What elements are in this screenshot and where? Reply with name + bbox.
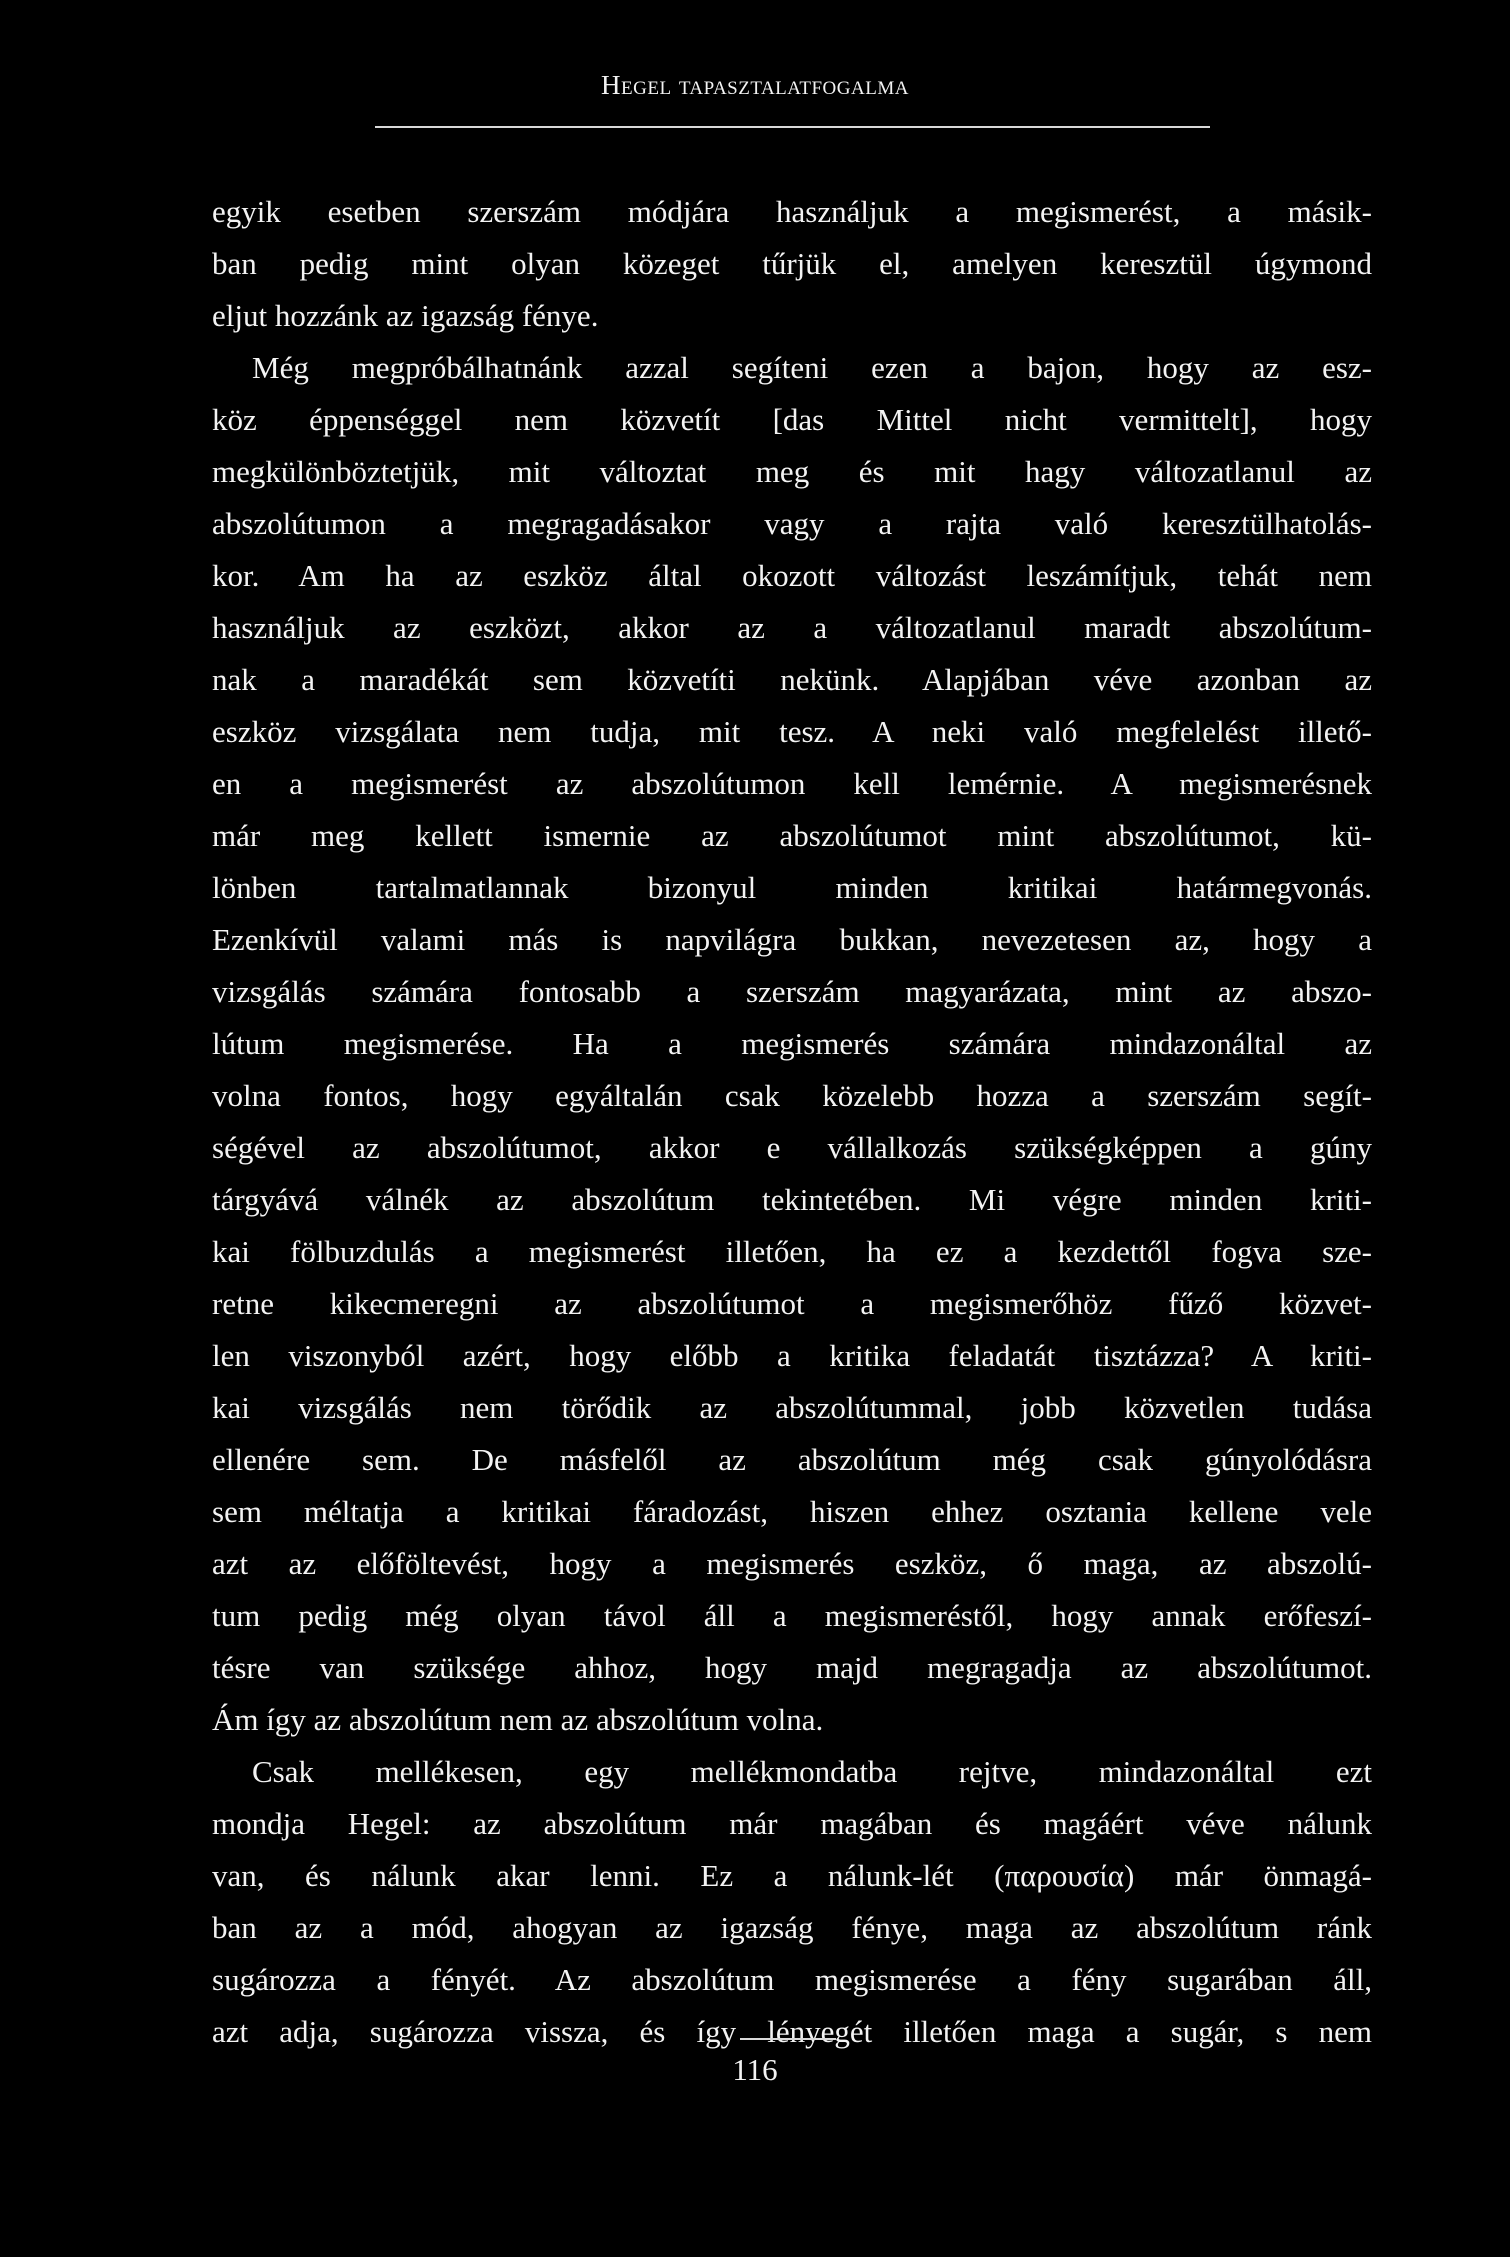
text-line: azt az előföltevést, hogy a megismerés eszköz, ő maga, az abszolú- bbox=[212, 1546, 1372, 1581]
text-line: Még megpróbálhatnánk azzal segíteni ezen a bajon, hogy az esz- bbox=[252, 350, 1372, 385]
text-line: Csak mellékesen, egy mellékmondatba rejtve, mindazonáltal ezt bbox=[252, 1754, 1372, 1789]
header-rule bbox=[375, 126, 1210, 128]
text-line: kai fölbuzdulás a megismerést illetően, ha ez a kezdettől fogva sze- bbox=[212, 1234, 1372, 1269]
body-text bbox=[212, 186, 1372, 2058]
text-line: vizsgálás számára fontosabb a szerszám magyarázata, mint az abszo- bbox=[212, 974, 1372, 1009]
text-line: van, és nálunk akar lenni. Ez a nálunk-lét (παρουσία) már önmagá- bbox=[212, 1858, 1372, 1893]
text-line: Ám így az abszolútum nem az abszolútum volna. bbox=[212, 1702, 824, 1737]
text-line: már meg kellett ismernie az abszolútumot mint abszolútumot, kü- bbox=[212, 818, 1372, 853]
page-number: 116 bbox=[732, 2052, 778, 2087]
text-line: egyik esetben szerszám módjára használjuk a megismerést, a másik- bbox=[212, 194, 1372, 229]
text-line: tésre van szüksége ahhoz, hogy majd megragadja az abszolútumot. bbox=[212, 1650, 1372, 1685]
text-line: lönben tartalmatlannak bizonyul minden kritikai határmegvonás. bbox=[212, 870, 1372, 905]
text-line: retne kikecmeregni az abszolútumot a megismerőhöz fűző közvet- bbox=[212, 1286, 1372, 1321]
text-line: megkülönböztetjük, mit változtat meg és mit hagy változatlanul az bbox=[212, 454, 1372, 489]
text-line: len viszonyból azért, hogy előbb a kritika feladatát tisztázza? A kriti- bbox=[212, 1338, 1372, 1373]
text-line: ban az a mód, ahogyan az igazság fénye, maga az abszolútum ránk bbox=[212, 1910, 1372, 1945]
text-line: azt adja, sugározza vissza, és így lényegét illetően maga a sugár, s nem bbox=[212, 2014, 1372, 2049]
text-line: ellenére sem. De másfelől az abszolútum még csak gúnyolódásra bbox=[212, 1442, 1372, 1477]
running-header bbox=[0, 70, 1510, 101]
text-line: mondja Hegel: az abszolútum már magában és magáért véve nálunk bbox=[212, 1806, 1372, 1841]
text-line: abszolútumon a megragadásakor vagy a rajta való keresztülhatolás- bbox=[212, 506, 1372, 541]
footer-rule bbox=[740, 2038, 836, 2040]
text-line: tum pedig még olyan távol áll a megismeréstől, hogy annak erőfeszí- bbox=[212, 1598, 1372, 1633]
text-line: tárgyává válnék az abszolútum tekintetében. Mi végre minden kriti- bbox=[212, 1182, 1372, 1217]
text-line: sem méltatja a kritikai fáradozást, hiszen ehhez osztania kellene vele bbox=[212, 1494, 1372, 1529]
text-line: kor. Am ha az eszköz által okozott változást leszámítjuk, tehát nem bbox=[212, 558, 1372, 593]
text-line: Ezenkívül valami más is napvilágra bukkan, nevezetesen az, hogy a bbox=[212, 922, 1372, 957]
text-line: eljut hozzánk az igazság fénye. bbox=[212, 298, 599, 333]
text-line: köz éppenséggel nem közvetít [das Mittel nicht vermittelt], hogy bbox=[212, 402, 1372, 437]
text-line: volna fontos, hogy egyáltalán csak közelebb hozza a szerszám segít- bbox=[212, 1078, 1372, 1113]
text-line: eszköz vizsgálata nem tudja, mit tesz. A neki való megfelelést illető- bbox=[212, 714, 1372, 749]
text-line: használjuk az eszközt, akkor az a változatlanul maradt abszolútum- bbox=[212, 610, 1372, 645]
text-line: ségével az abszolútumot, akkor e vállalkozás szükségképpen a gúny bbox=[212, 1130, 1372, 1165]
text-line: nak a maradékát sem közvetíti nekünk. Alapjában véve azonban az bbox=[212, 662, 1372, 697]
text-line: lútum megismerése. Ha a megismerés számára mindazonáltal az bbox=[212, 1026, 1372, 1061]
running-title: Hegel tapasztalatfogalma bbox=[601, 70, 909, 100]
text-line: kai vizsgálás nem törődik az abszolútummal, jobb közvetlen tudása bbox=[212, 1390, 1372, 1425]
text-line: ban pedig mint olyan közeget tűrjük el, amelyen keresztül úgymond bbox=[212, 246, 1372, 281]
text-line: en a megismerést az abszolútumon kell lemérnie. A megismerésnek bbox=[212, 766, 1372, 801]
text-line: sugározza a fényét. Az abszolútum megismerése a fény sugarában áll, bbox=[212, 1962, 1372, 1997]
